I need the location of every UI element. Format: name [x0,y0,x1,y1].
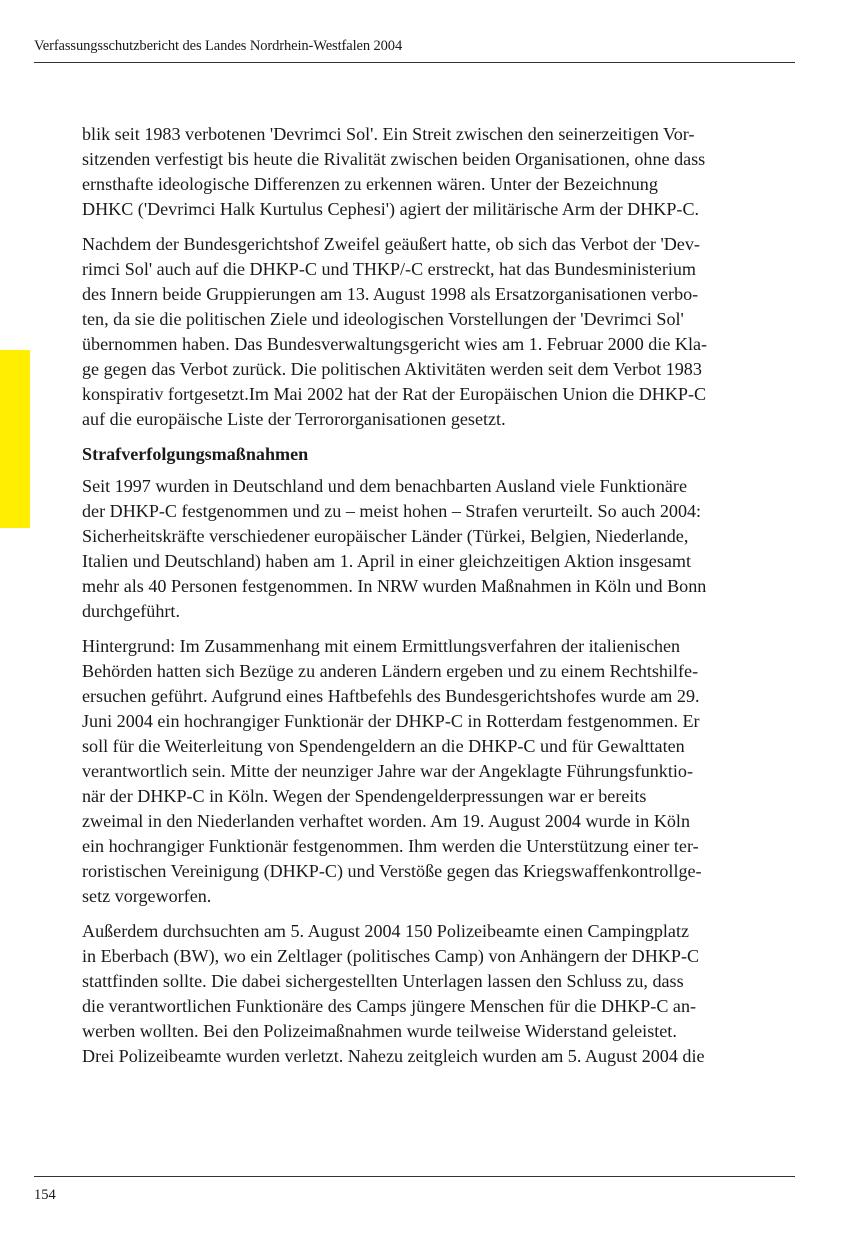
text-line: auf die europäische Liste der Terrororganisationen gesetzt. [82,409,506,429]
text-line: roristischen Vereinigung (DHKP-C) und Verstöße gegen das Kriegswaffenkontrollge- [82,861,702,881]
paragraph-5 [82,919,798,1069]
text-line: übernommen haben. Das Bundesverwaltungsgericht wies am 1. Februar 2000 die Kla- [82,334,708,354]
paragraph-2 [82,232,798,432]
text-line: Drei Polizeibeamte wurden verletzt. Nahezu zeitgleich wurden am 5. August 2004 die [82,1046,705,1066]
section-margin-marker [0,350,30,528]
text-line: soll für die Weiterleitung von Spendengeldern an die DHKP-C und für Gewalttaten [82,736,685,756]
text-line: Behörden hatten sich Bezüge zu anderen Ländern ergeben und zu einem Rechtshilfe- [82,661,699,681]
text-line: Juni 2004 ein hochrangiger Funktionär der DHKP-C in Rotterdam festgenommen. Er [82,711,700,731]
running-header: Verfassungsschutzbericht des Landes Nordrhein-Westfalen 2004 [34,38,403,54]
text-line: in Eberbach (BW), wo ein Zeltlager (politisches Camp) von Anhängern der DHKP-C [82,946,700,966]
text-line: Sicherheitskräfte verschiedener europäischer Länder (Türkei, Belgien, Niederlande, [82,526,689,546]
text-line: zweimal in den Niederlanden verhaftet worden. Am 19. August 2004 wurde in Köln [82,811,691,831]
text-line: blik seit 1983 verbotenen 'Devrimci Sol'. Ein Streit zwischen den seinerzeitigen Vor- [82,124,695,144]
text-line: die verantwortlichen Funktionäre des Camps jüngere Menschen für die DHKP-C an- [82,996,697,1016]
paragraph-1 [82,122,798,222]
text-line: Italien und Deutschland) haben am 1. April in einer gleichzeitigen Aktion insgesamt [82,551,691,571]
text-line: konspirativ fortgesetzt.Im Mai 2002 hat der Rat der Europäischen Union die DHKP-C [82,384,707,404]
text-line: DHKC ('Devrimci Halk Kurtulus Cephesi') agiert der militärische Arm der DHKP-C. [82,199,700,219]
text-line: setz vorgeworfen. [82,886,212,906]
text-line: Nachdem der Bundesgerichtshof Zweifel geäußert hatte, ob sich das Verbot der 'Dev- [82,234,700,254]
text-line: ersuchen geführt. Aufgrund eines Haftbefehls des Bundesgerichtshofes wurde am 29. [82,686,700,706]
paragraph-4 [82,634,798,909]
text-line: durchgeführt. [82,601,180,621]
text-line: verantwortlich sein. Mitte der neunziger Jahre war der Angeklagte Führungsfunktio- [82,761,693,781]
text-line: werben wollten. Bei den Polizeimaßnahmen wurde teilweise Widerstand geleistet. [82,1021,677,1041]
footer-rule [34,1176,795,1177]
text-line: ge gegen das Verbot zurück. Die politischen Aktivitäten werden seit dem Verbot 1983 [82,359,702,379]
header-rule [34,62,795,63]
text-line: stattfinden sollte. Die dabei sichergestellten Unterlagen lassen den Schluss zu, dass [82,971,684,991]
page-body [82,122,798,1079]
text-line: ernsthafte ideologische Differenzen zu erkennen wären. Unter der Bezeichnung [82,174,658,194]
text-line: ten, da sie die politischen Ziele und ideologischen Vorstellungen der 'Devrimci Sol' [82,309,684,329]
text-line: Seit 1997 wurden in Deutschland und dem benachbarten Ausland viele Funktionäre [82,476,687,496]
text-line: der DHKP-C festgenommen und zu – meist hohen – Strafen verurteilt. So auch 2004: [82,501,702,521]
text-line: sitzenden verfestigt bis heute die Rivalität zwischen beiden Organisationen, ohne dass [82,149,706,169]
text-line: rimci Sol' auch auf die DHKP-C und THKP/-C erstreckt, hat das Bundesministerium [82,259,697,279]
section-heading: Strafverfolgungsmaßnahmen [82,444,309,464]
paragraph-3 [82,474,798,624]
page-number: 154 [34,1187,56,1203]
text-line: när der DHKP-C in Köln. Wegen der Spendengelderpressungen war er bereits [82,786,647,806]
text-line: Außerdem durchsuchten am 5. August 2004 150 Polizeibeamte einen Campingplatz [82,921,690,941]
text-line: mehr als 40 Personen festgenommen. In NRW wurden Maßnahmen in Köln und Bonn [82,576,707,596]
text-line: Hintergrund: Im Zusammenhang mit einem Ermittlungsverfahren der italienischen [82,636,681,656]
text-line: des Innern beide Gruppierungen am 13. August 1998 als Ersatzorganisationen verbo- [82,284,699,304]
text-line: ein hochrangiger Funktionär festgenommen. Ihm werden die Unterstützung einer ter- [82,836,699,856]
